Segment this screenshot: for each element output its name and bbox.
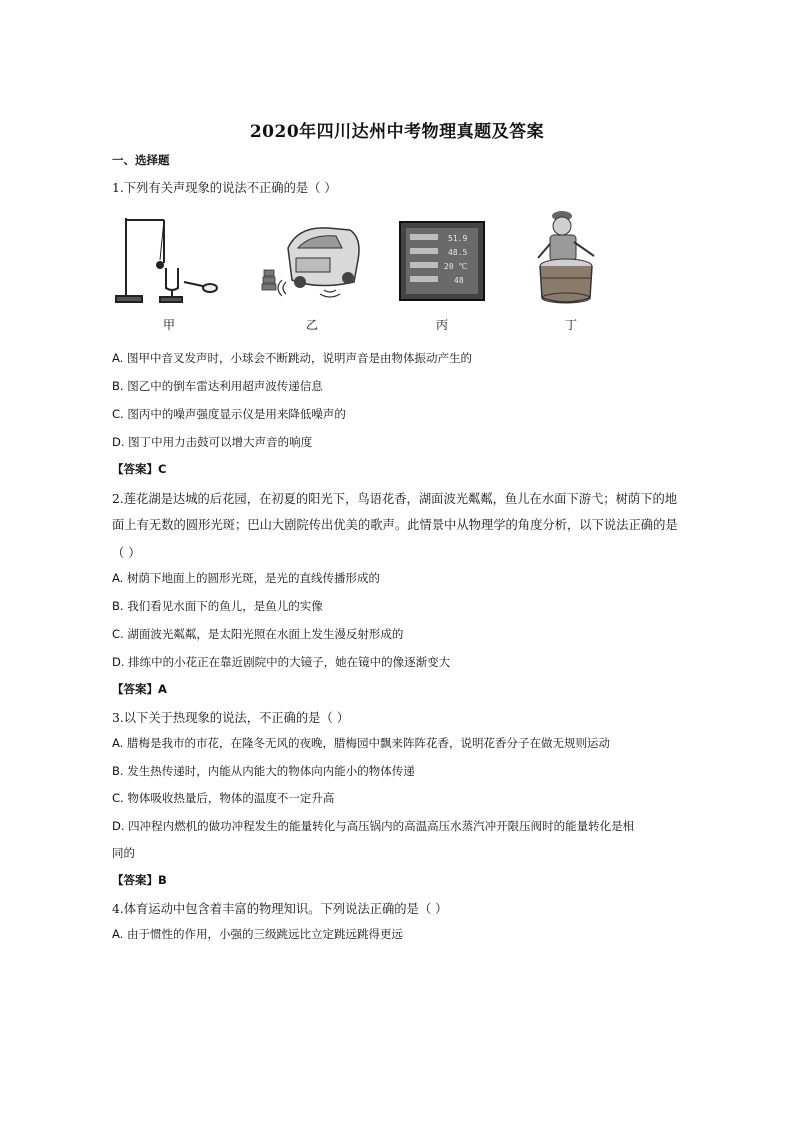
q2-stem-line-1: 2.莲花湖是达城的后花园，在初夏的阳光下，鸟语花香，湖面波光粼粼，鱼儿在水面下游弋；树荫下的地 — [112, 492, 678, 506]
meter-line-4: 48 — [454, 276, 464, 285]
figure-caption-ding: 丁 — [565, 318, 578, 332]
q1-answer: 【答案】C — [112, 462, 167, 476]
q2-option-a: A. 树荫下地面上的圆形光斑，是光的直线传播形成的 — [112, 571, 380, 585]
q3-option-b: B. 发生热传递时，内能从内能大的物体向内能小的物体传递 — [112, 764, 415, 778]
q4-option-a: A. 由于惯性的作用，小强的三级跳远比立定跳远跳得更远 — [112, 927, 403, 941]
q3-answer: 【答案】B — [112, 873, 167, 887]
q3-stem: 3.以下关于热现象的说法，不正确的是（ ） — [112, 711, 349, 725]
q3-option-c: C. 物体吸收热量后，物体的温度不一定升高 — [112, 791, 335, 805]
q1-option-c: C. 图丙中的噪声强度显示仪是用来降低噪声的 — [112, 407, 346, 421]
tuning-fork-figure — [112, 208, 227, 308]
section-heading: 一、选择题 — [112, 153, 170, 167]
drummer-figure — [528, 208, 608, 308]
page-title: 2020年四川达州中考物理真题及答案 — [249, 122, 545, 142]
q2-option-b: B. 我们看见水面下的鱼儿，是鱼儿的实像 — [112, 599, 323, 613]
q2-option-c: C. 湖面波光粼粼，是太阳光照在水面上发生漫反射形成的 — [112, 627, 404, 641]
q3-option-d-continued: 同的 — [112, 846, 135, 860]
q1-option-a: A. 图甲中音叉发声时，小球会不断跳动，说明声音是由物体振动产生的 — [112, 351, 472, 365]
q2-answer: 【答案】A — [112, 682, 167, 696]
q2-stem-line-3: （ ） — [112, 546, 141, 560]
noise-meter-figure — [398, 208, 488, 303]
figure-caption-jia: 甲 — [163, 318, 176, 332]
meter-line-2: 48.5 — [448, 248, 468, 257]
figure-caption-bing: 丙 — [436, 318, 449, 332]
q1-stem: 1.下列有关声现象的说法不正确的是（ ） — [112, 181, 337, 195]
q2-option-d: D. 排练中的小花正在靠近剧院中的大镜子，她在镜中的像逐渐变大 — [112, 655, 451, 669]
q4-stem: 4.体育运动中包含着丰富的物理知识。下列说法正确的是（ ） — [112, 902, 448, 916]
q1-option-b: B. 图乙中的倒车雷达利用超声波传递信息 — [112, 379, 323, 393]
meter-line-1: 51.9 — [448, 234, 468, 243]
q2-stem-line-2: 面上有无数的圆形光斑；巴山大剧院传出优美的歌声。此情景中从物理学的角度分析，以下说法正确的是 — [112, 518, 678, 532]
q1-option-d: D. 图丁中用力击鼓可以增大声音的响度 — [112, 435, 313, 449]
meter-line-3: 20 ℃ — [444, 262, 468, 271]
q3-option-a: A. 腊梅是我市的市花，在隆冬无风的夜晚，腊梅园中飘来阵阵花香，说明花香分子在做无规则运动 — [112, 736, 610, 750]
figure-caption-yi: 乙 — [306, 318, 319, 332]
car-radar-figure — [258, 208, 368, 308]
q3-option-d: D. 四冲程内燃机的做功冲程发生的能量转化与高压锅内的高温高压水蒸汽冲开限压阀时的能量转化是相 — [112, 819, 635, 833]
